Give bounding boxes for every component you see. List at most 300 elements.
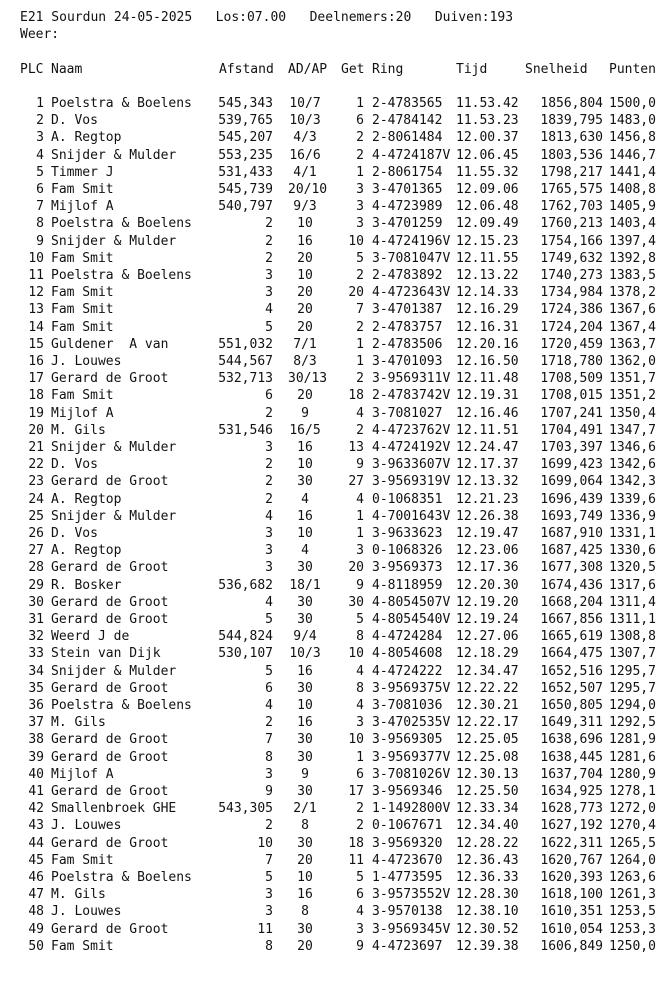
cell-snelheid: 1762,703 bbox=[540, 199, 603, 215]
cell-plc: 42 bbox=[28, 801, 44, 817]
cell-punten: 1253,3 bbox=[609, 921, 656, 937]
cell-afstand: 540,797 bbox=[218, 199, 273, 215]
cell-plc: 21 bbox=[28, 440, 44, 455]
cell-plc: 22 bbox=[28, 457, 44, 473]
cell-plc: 31 bbox=[28, 612, 44, 627]
cell-adap: 16 bbox=[297, 715, 313, 731]
cell-get: 20 bbox=[348, 285, 364, 301]
cell-get: 20 bbox=[348, 560, 364, 576]
cell-snelheid: 1803,536 bbox=[540, 147, 603, 163]
cell-adap: 4 bbox=[301, 491, 309, 507]
cell-punten: 1339,6 bbox=[609, 491, 656, 507]
cell-naam: Gerard de Groot bbox=[51, 835, 169, 851]
cell-adap: 20/10 bbox=[288, 182, 328, 197]
cell-ring: 3-9633623 bbox=[372, 526, 443, 541]
cell-plc: 5 bbox=[36, 164, 44, 180]
cell-ring: 3-9569311V bbox=[372, 371, 451, 387]
cell-snelheid: 1618,100 bbox=[540, 887, 603, 903]
cell-naam: Fam Smit bbox=[51, 250, 114, 266]
cell-punten: 1336,9 bbox=[609, 508, 656, 524]
cell-snelheid: 1620,767 bbox=[540, 852, 603, 868]
cell-adap: 16 bbox=[297, 663, 313, 679]
table-row bbox=[0, 783, 670, 800]
cell-plc: 13 bbox=[28, 302, 44, 318]
cell-naam: Stein van Dijk bbox=[51, 646, 161, 662]
cell-plc: 36 bbox=[28, 698, 44, 713]
cell-ring: 3-7081047V bbox=[372, 250, 451, 266]
table-row bbox=[0, 714, 670, 731]
cell-punten: 1500,0 bbox=[609, 96, 656, 111]
cell-adap: 4/3 bbox=[293, 130, 317, 146]
cell-tijd: 12.27.06 bbox=[456, 629, 519, 645]
cell-ring: 4-4723697 bbox=[372, 938, 443, 954]
table-row bbox=[0, 473, 670, 490]
table-row bbox=[0, 370, 670, 387]
cell-naam: Gerard de Groot bbox=[51, 784, 169, 799]
table-row bbox=[0, 456, 670, 473]
cell-afstand: 8 bbox=[265, 938, 273, 954]
cell-tijd: 12.11.51 bbox=[456, 422, 519, 438]
cell-adap: 16/5 bbox=[289, 422, 321, 438]
cell-get: 4 bbox=[356, 405, 364, 421]
cell-snelheid: 1668,204 bbox=[540, 594, 603, 610]
cell-plc: 29 bbox=[28, 577, 44, 593]
table-row bbox=[0, 869, 670, 886]
cell-snelheid: 1687,425 bbox=[540, 543, 603, 559]
cell-snelheid: 1638,696 bbox=[540, 732, 603, 748]
table-row bbox=[0, 559, 670, 576]
table-row bbox=[0, 542, 670, 559]
cell-get: 10 bbox=[348, 732, 364, 748]
cell-get: 5 bbox=[356, 250, 364, 266]
cell-naam: M. Gils bbox=[51, 887, 106, 903]
cell-adap: 10/3 bbox=[289, 113, 321, 129]
table-row bbox=[0, 766, 670, 783]
cell-adap: 16 bbox=[297, 887, 313, 903]
cell-tijd: 12.22.22 bbox=[456, 680, 519, 696]
cell-get: 10 bbox=[348, 646, 364, 662]
cell-plc: 40 bbox=[28, 766, 44, 782]
table-row bbox=[0, 164, 670, 181]
cell-ring: 4-4723643V bbox=[372, 285, 451, 301]
cell-naam: Gerard de Groot bbox=[51, 732, 169, 748]
table-row bbox=[0, 215, 670, 232]
cell-afstand: 545,207 bbox=[218, 130, 273, 146]
cell-afstand: 3 bbox=[265, 268, 273, 283]
cell-snelheid: 1687,910 bbox=[540, 526, 603, 541]
table-row bbox=[0, 112, 670, 129]
cell-plc: 38 bbox=[28, 732, 44, 748]
cell-punten: 1278,1 bbox=[609, 784, 656, 799]
cell-adap: 9/3 bbox=[293, 199, 317, 215]
cell-get: 1 bbox=[356, 336, 364, 352]
cell-plc: 35 bbox=[28, 680, 44, 696]
cell-snelheid: 1693,749 bbox=[540, 508, 603, 524]
cell-punten: 1264,0 bbox=[609, 852, 656, 868]
cell-get: 2 bbox=[356, 268, 364, 283]
col-adap-header: AD/AP bbox=[288, 62, 328, 77]
table-row bbox=[0, 611, 670, 628]
cell-afstand: 3 bbox=[265, 526, 273, 541]
cell-plc: 26 bbox=[28, 526, 44, 541]
cell-tijd: 12.34.47 bbox=[456, 663, 519, 679]
cell-plc: 39 bbox=[28, 749, 44, 765]
cell-tijd: 12.30.13 bbox=[456, 766, 519, 782]
cell-ring: 3-9633607V bbox=[372, 457, 451, 473]
cell-plc: 3 bbox=[36, 130, 44, 146]
cell-plc: 46 bbox=[28, 870, 44, 885]
cell-plc: 16 bbox=[28, 354, 44, 369]
cell-adap: 9 bbox=[301, 766, 309, 782]
cell-punten: 1347,7 bbox=[609, 422, 656, 438]
table-row bbox=[0, 731, 670, 748]
cell-get: 9 bbox=[356, 457, 364, 473]
cell-snelheid: 1724,204 bbox=[540, 319, 603, 335]
cell-snelheid: 1765,575 bbox=[540, 182, 603, 197]
cell-punten: 1351,2 bbox=[609, 388, 656, 404]
cell-ring: 3-4702535V bbox=[372, 715, 451, 731]
table-row bbox=[0, 405, 670, 422]
cell-tijd: 12.21.23 bbox=[456, 491, 519, 507]
cell-ring: 1-1492800V bbox=[372, 801, 451, 817]
cell-tijd: 12.19.47 bbox=[456, 526, 519, 541]
cell-plc: 6 bbox=[36, 182, 44, 197]
cell-afstand: 3 bbox=[265, 560, 273, 576]
cell-snelheid: 1638,445 bbox=[540, 749, 603, 765]
cell-ring: 4-8054608 bbox=[372, 646, 443, 662]
cell-tijd: 12.00.37 bbox=[456, 130, 519, 146]
cell-punten: 1378,2 bbox=[609, 285, 656, 301]
cell-naam: Fam Smit bbox=[51, 319, 114, 335]
table-row bbox=[0, 835, 670, 852]
cell-get: 2 bbox=[356, 818, 364, 834]
cell-plc: 33 bbox=[28, 646, 44, 662]
cell-ring: 4-8054540V bbox=[372, 612, 451, 627]
cell-get: 4 bbox=[356, 904, 364, 920]
cell-ring: 3-9569373 bbox=[372, 560, 443, 576]
cell-ring: 3-9569345V bbox=[372, 921, 451, 937]
table-row bbox=[0, 129, 670, 146]
cell-ring: 4-4724222 bbox=[372, 663, 443, 679]
cell-tijd: 12.25.05 bbox=[456, 732, 519, 748]
cell-afstand: 4 bbox=[265, 302, 273, 318]
cell-get: 3 bbox=[356, 182, 364, 197]
cell-afstand: 531,433 bbox=[218, 164, 273, 180]
cell-ring: 3-9569375V bbox=[372, 680, 451, 696]
cell-punten: 1367,6 bbox=[609, 302, 656, 318]
cell-snelheid: 1696,439 bbox=[540, 491, 603, 507]
cell-afstand: 545,343 bbox=[218, 96, 273, 111]
cell-punten: 1253,5 bbox=[609, 904, 656, 920]
cell-punten: 1280,9 bbox=[609, 766, 656, 782]
cell-ring: 4-4724284 bbox=[372, 629, 443, 645]
cell-snelheid: 1813,630 bbox=[540, 130, 603, 146]
table-row bbox=[0, 645, 670, 662]
cell-naam: A. Regtop bbox=[51, 130, 122, 146]
cell-afstand: 10 bbox=[257, 835, 273, 851]
cell-plc: 25 bbox=[28, 508, 44, 524]
cell-ring: 2-4783506 bbox=[372, 336, 443, 352]
cell-afstand: 4 bbox=[265, 508, 273, 524]
cell-get: 1 bbox=[356, 508, 364, 524]
cell-get: 2 bbox=[356, 147, 364, 163]
cell-naam: Gerard de Groot bbox=[51, 594, 169, 610]
cell-snelheid: 1740,273 bbox=[540, 268, 603, 283]
cell-afstand: 6 bbox=[265, 388, 273, 404]
table-row bbox=[0, 749, 670, 766]
cell-afstand: 3 bbox=[265, 887, 273, 903]
cell-afstand: 3 bbox=[265, 904, 273, 920]
cell-ring: 3-4701365 bbox=[372, 182, 443, 197]
cell-adap: 9/4 bbox=[293, 629, 317, 645]
cell-ring: 3-4701387 bbox=[372, 302, 443, 318]
cell-plc: 37 bbox=[28, 715, 44, 731]
cell-afstand: 2 bbox=[265, 250, 273, 266]
cell-naam: Guldener A van bbox=[51, 336, 169, 352]
cell-adap: 30 bbox=[297, 612, 313, 627]
cell-naam: Mijlof A bbox=[51, 405, 114, 421]
cell-adap: 16 bbox=[297, 508, 313, 524]
cell-adap: 8 bbox=[301, 818, 309, 834]
cell-get: 6 bbox=[356, 113, 364, 129]
cell-naam: R. Bosker bbox=[51, 577, 122, 593]
table-row bbox=[0, 577, 670, 594]
cell-get: 2 bbox=[356, 130, 364, 146]
cell-tijd: 12.11.48 bbox=[456, 371, 519, 387]
cell-adap: 30 bbox=[297, 784, 313, 799]
cell-plc: 32 bbox=[28, 629, 44, 645]
cell-adap: 7/1 bbox=[293, 336, 317, 352]
cell-adap: 30/13 bbox=[288, 371, 328, 387]
cell-afstand: 2 bbox=[265, 818, 273, 834]
cell-naam: A. Regtop bbox=[51, 543, 122, 559]
cell-snelheid: 1707,241 bbox=[540, 405, 603, 421]
cell-snelheid: 1606,849 bbox=[540, 938, 603, 954]
cell-plc: 2 bbox=[36, 113, 44, 129]
cell-plc: 49 bbox=[28, 921, 44, 937]
cell-punten: 1367,4 bbox=[609, 319, 656, 335]
cell-ring: 4-4724192V bbox=[372, 440, 451, 455]
cell-snelheid: 1754,166 bbox=[540, 233, 603, 249]
cell-tijd: 12.26.38 bbox=[456, 508, 519, 524]
cell-ring: 3-9569346 bbox=[372, 784, 443, 799]
cell-afstand: 544,824 bbox=[218, 629, 273, 645]
cell-snelheid: 1734,984 bbox=[540, 285, 603, 301]
cell-naam: Fam Smit bbox=[51, 852, 114, 868]
cell-tijd: 12.19.24 bbox=[456, 612, 519, 627]
cell-ring: 2-4783565 bbox=[372, 96, 443, 111]
cell-tijd: 12.13.32 bbox=[456, 474, 519, 490]
cell-naam: Poelstra & Boelens bbox=[51, 216, 192, 232]
table-row bbox=[0, 938, 670, 955]
cell-punten: 1408,8 bbox=[609, 182, 656, 197]
cell-snelheid: 1749,632 bbox=[540, 250, 603, 266]
cell-punten: 1483,0 bbox=[609, 113, 656, 129]
cell-punten: 1405,9 bbox=[609, 199, 656, 215]
cell-afstand: 545,739 bbox=[218, 182, 273, 197]
cell-punten: 1272,0 bbox=[609, 801, 656, 817]
cell-get: 8 bbox=[356, 680, 364, 696]
cell-tijd: 12.36.33 bbox=[456, 870, 519, 885]
cell-naam: Gerard de Groot bbox=[51, 560, 169, 576]
cell-afstand: 551,032 bbox=[218, 336, 273, 352]
cell-punten: 1281,6 bbox=[609, 749, 656, 765]
cell-get: 17 bbox=[348, 784, 364, 799]
cell-snelheid: 1798,217 bbox=[540, 164, 603, 180]
cell-naam: Mijlof A bbox=[51, 199, 114, 215]
cell-afstand: 7 bbox=[265, 852, 273, 868]
cell-naam: Weerd J de bbox=[51, 629, 130, 645]
column-header-row bbox=[0, 61, 670, 78]
table-row bbox=[0, 198, 670, 215]
cell-adap: 30 bbox=[297, 474, 313, 490]
cell-punten: 1307,7 bbox=[609, 646, 656, 662]
cell-adap: 8/3 bbox=[293, 354, 317, 369]
cell-ring: 4-4724187V bbox=[372, 147, 451, 163]
cell-snelheid: 1856,804 bbox=[540, 96, 603, 111]
cell-punten: 1308,8 bbox=[609, 629, 656, 645]
cell-ring: 3-9570138 bbox=[372, 904, 443, 920]
cell-punten: 1263,6 bbox=[609, 870, 656, 885]
cell-punten: 1330,6 bbox=[609, 543, 656, 559]
cell-plc: 1 bbox=[36, 96, 44, 111]
cell-get: 6 bbox=[356, 766, 364, 782]
table-row bbox=[0, 491, 670, 508]
cell-afstand: 531,546 bbox=[218, 422, 273, 438]
table-row bbox=[0, 301, 670, 318]
col-snelheid-header: Snelheid bbox=[525, 62, 588, 77]
cell-tijd: 12.20.16 bbox=[456, 336, 519, 352]
cell-naam: J. Louwes bbox=[51, 354, 122, 369]
cell-punten: 1403,4 bbox=[609, 216, 656, 232]
cell-punten: 1294,0 bbox=[609, 698, 656, 713]
cell-punten: 1397,4 bbox=[609, 233, 656, 249]
cell-get: 5 bbox=[356, 612, 364, 627]
cell-punten: 1351,7 bbox=[609, 371, 656, 387]
cell-adap: 30 bbox=[297, 680, 313, 696]
cell-ring: 4-4723989 bbox=[372, 199, 443, 215]
cell-tijd: 12.15.23 bbox=[456, 233, 519, 249]
cell-naam: Snijder & Mulder bbox=[51, 663, 177, 679]
cell-naam: Gerard de Groot bbox=[51, 612, 169, 627]
cell-punten: 1363,7 bbox=[609, 336, 656, 352]
table-row bbox=[0, 181, 670, 198]
cell-plc: 50 bbox=[28, 938, 44, 954]
race-info-line: E21 Sourdun 24-05-2025 Los:07.00 Deelnemers:20 Duiven:193 bbox=[20, 10, 514, 25]
cell-afstand: 532,713 bbox=[218, 371, 273, 387]
cell-snelheid: 1628,773 bbox=[540, 801, 603, 817]
cell-naam: Gerard de Groot bbox=[51, 921, 169, 937]
cell-punten: 1320,5 bbox=[609, 560, 656, 576]
cell-plc: 17 bbox=[28, 371, 44, 387]
cell-tijd: 12.17.36 bbox=[456, 560, 519, 576]
cell-ring: 4-4724196V bbox=[372, 233, 451, 249]
table-row bbox=[0, 319, 670, 336]
cell-plc: 10 bbox=[28, 250, 44, 266]
cell-plc: 34 bbox=[28, 663, 44, 679]
cell-tijd: 12.19.31 bbox=[456, 388, 519, 404]
cell-adap: 10 bbox=[297, 457, 313, 473]
cell-get: 8 bbox=[356, 629, 364, 645]
cell-adap: 10/3 bbox=[289, 646, 321, 662]
cell-punten: 1265,5 bbox=[609, 835, 656, 851]
cell-afstand: 553,235 bbox=[218, 147, 273, 163]
cell-plc: 24 bbox=[28, 491, 44, 507]
cell-get: 9 bbox=[356, 577, 364, 593]
cell-afstand: 2 bbox=[265, 457, 273, 473]
table-row bbox=[0, 697, 670, 714]
cell-ring: 2-4784142 bbox=[372, 113, 443, 129]
cell-snelheid: 1708,015 bbox=[540, 388, 603, 404]
cell-get: 9 bbox=[356, 938, 364, 954]
cell-naam: Poelstra & Boelens bbox=[51, 870, 192, 885]
cell-naam: Poelstra & Boelens bbox=[51, 96, 192, 111]
cell-ring: 2-8061484 bbox=[372, 130, 443, 146]
cell-snelheid: 1674,436 bbox=[540, 577, 603, 593]
table-row bbox=[0, 817, 670, 834]
cell-ring: 0-1068351 bbox=[372, 491, 443, 507]
cell-plc: 7 bbox=[36, 199, 44, 215]
cell-ring: 4-8054507V bbox=[372, 594, 451, 610]
table-row bbox=[0, 663, 670, 680]
cell-plc: 14 bbox=[28, 319, 44, 335]
cell-afstand: 9 bbox=[265, 784, 273, 799]
cell-snelheid: 1699,064 bbox=[540, 474, 603, 490]
cell-get: 3 bbox=[356, 199, 364, 215]
cell-plc: 19 bbox=[28, 405, 44, 421]
cell-adap: 9 bbox=[301, 405, 309, 421]
cell-ring: 3-7081027 bbox=[372, 405, 443, 421]
cell-ring: 3-9569320 bbox=[372, 835, 443, 851]
cell-plc: 9 bbox=[36, 233, 44, 249]
cell-tijd: 12.24.47 bbox=[456, 440, 519, 455]
cell-ring: 3-9569319V bbox=[372, 474, 451, 490]
cell-adap: 20 bbox=[297, 388, 313, 404]
table-row bbox=[0, 886, 670, 903]
cell-snelheid: 1760,213 bbox=[540, 216, 603, 232]
cell-punten: 1392,8 bbox=[609, 250, 656, 266]
cell-naam: Fam Smit bbox=[51, 938, 114, 954]
cell-snelheid: 1610,054 bbox=[540, 921, 603, 937]
cell-naam: Fam Smit bbox=[51, 302, 114, 318]
cell-tijd: 12.13.22 bbox=[456, 268, 519, 283]
col-afstand-header: Afstand bbox=[219, 62, 274, 77]
cell-get: 3 bbox=[356, 715, 364, 731]
cell-tijd: 12.06.45 bbox=[456, 147, 519, 163]
cell-afstand: 3 bbox=[265, 543, 273, 559]
cell-ring: 3-4701259 bbox=[372, 216, 443, 232]
weather-line: Weer: bbox=[20, 27, 60, 42]
cell-get: 10 bbox=[348, 233, 364, 249]
cell-naam: D. Vos bbox=[51, 526, 98, 541]
cell-adap: 20 bbox=[297, 302, 313, 318]
table-row bbox=[0, 336, 670, 353]
cell-naam: Snijder & Mulder bbox=[51, 147, 177, 163]
cell-adap: 16 bbox=[297, 233, 313, 249]
cell-punten: 1331,1 bbox=[609, 526, 656, 541]
cell-tijd: 12.22.17 bbox=[456, 715, 519, 731]
cell-afstand: 3 bbox=[265, 285, 273, 301]
cell-adap: 30 bbox=[297, 835, 313, 851]
cell-get: 1 bbox=[356, 354, 364, 369]
cell-afstand: 11 bbox=[257, 921, 273, 937]
cell-ring: 0-1068326 bbox=[372, 543, 443, 559]
cell-afstand: 5 bbox=[265, 319, 273, 335]
cell-naam: Fam Smit bbox=[51, 285, 114, 301]
table-row bbox=[0, 422, 670, 439]
col-get-header: Get bbox=[341, 62, 365, 77]
cell-adap: 10 bbox=[297, 870, 313, 885]
